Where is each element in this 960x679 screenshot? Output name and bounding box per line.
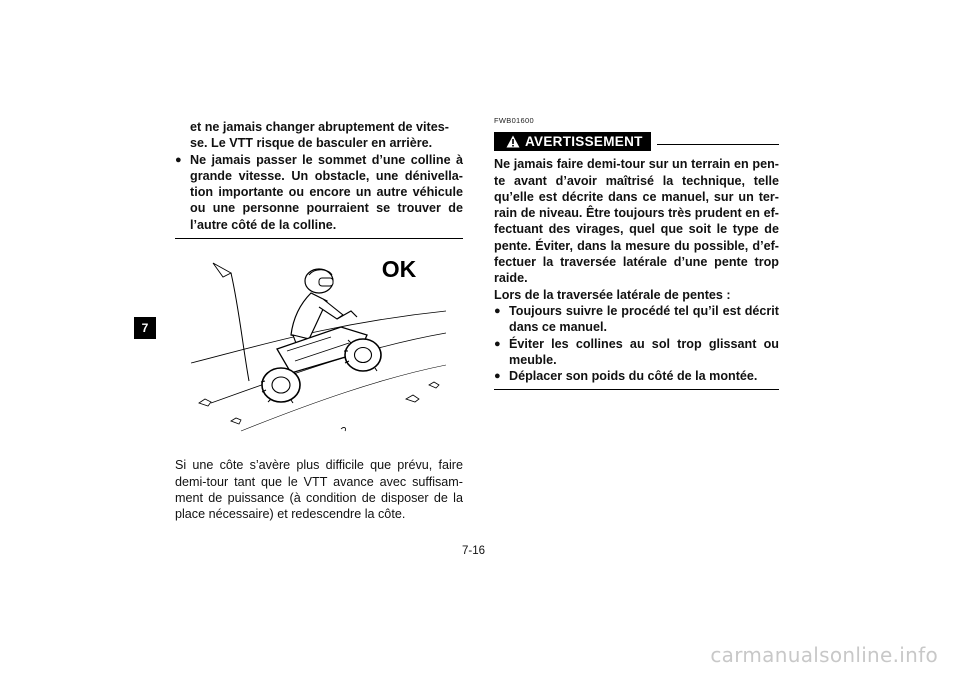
warning-bullet-shift-weight: ● Déplacer son poids du côté de la montée. [494,368,779,384]
warning-header-rule [657,144,779,145]
warning-code: FWB01600 [494,116,534,125]
warning-continued: et ne jamais changer abruptement de vites- se. Le VTT risque de basculer en arrière. [190,120,449,151]
warning-triangle-icon [506,135,520,148]
warning-subheading: Lors de la traversée latérale de pentes : [494,287,731,302]
hill-turn-paragraph: Si une côte s’avère plus difficile que prévu, faire demi-tour tant que le VTT avance avec suffisam-ment de puissance (à condition de disposer de la place nécessaire) et redescendre la côte. [175,458,463,522]
warning-end-rule-right [494,389,779,390]
warning-badge [494,132,651,151]
chapter-tab: 7 [134,317,156,339]
warning-text: Ne jamais faire demi-tour sur un terrain en pen-te avant d’avoir maîtrisé la technique, telle qu’elle est décrite dans ce manuel, sur un ter-rain de niveau. Être toujours très prudent en ef-fectuant des virages, quel que soit le type de pente. Éviter, dans la mesure du possible, d’ef-fectuer la traversée latérale d’une pente trop raide. [494,157,779,286]
right-column [494,113,779,390]
warning-end-rule [175,238,463,239]
warning-header [494,132,779,151]
page-number: 7-16 [462,545,486,557]
ok-label: OK [381,256,417,283]
atv-hill-illustration [191,253,446,439]
warning-bullet-avoid-slippery: ● Éviter les collines au sol trop glissant ou meuble. [494,336,779,369]
left-column [175,119,463,523]
warning-title: AVERTISSEMENT [525,133,643,149]
warning-bullet-follow-procedure: ● Toujours suivre le procédé tel qu’il est décrit dans ce manuel. [494,303,779,336]
watermark: carmanualsonline.info [710,643,938,667]
warning-bullet-hill-crest: ● Ne jamais passer le sommet d’une colline à grande vitesse. Un obstacle, une dénivella-tion importante ou encore un autre véhicule ou une personne pourraient se trouver de l’autre côté de la colline. [175,152,463,233]
